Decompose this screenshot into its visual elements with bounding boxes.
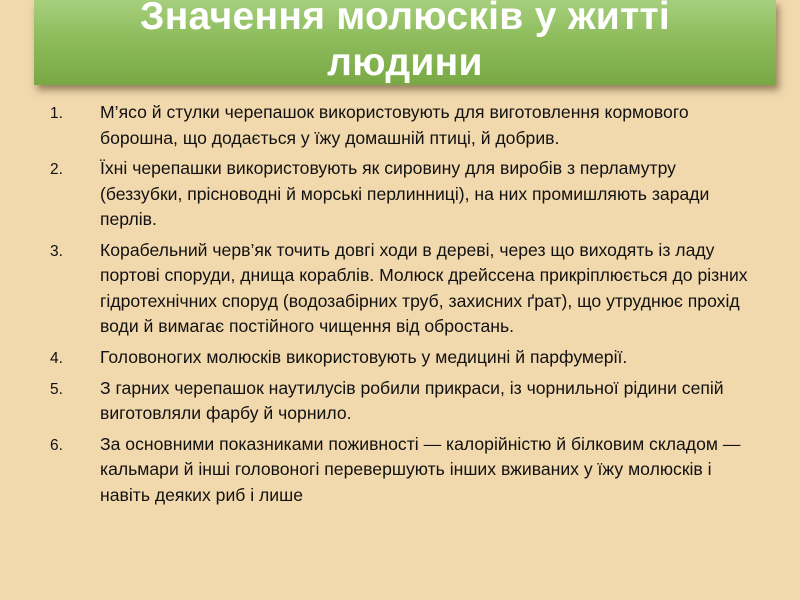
list-item-text: М’ясо й стулки черепашок використовують для виготовлення кормового борошна, що додається у їжу домашній птиці, й добрив. <box>100 102 689 148</box>
list-item <box>50 238 756 340</box>
list-item <box>50 100 756 151</box>
list-item-number: 6. <box>50 436 63 454</box>
list-item <box>50 156 756 233</box>
list-item <box>50 376 756 427</box>
list-item <box>50 345 756 371</box>
list-item-number: 5. <box>50 380 63 398</box>
numbered-list <box>50 100 756 600</box>
list-item-number: 2. <box>50 161 63 178</box>
list-item-text: Корабельний черв’як точить довгі ходи в дереві, через що виходять із ладу портові споруди, днища кораблів. Молюск дрейссена прикріплюється до різних гідротехнічних споруд (водозабірних труб, захисних ґрат), що утруднює прохід води й вимагає постійного чищення від обростань. <box>100 239 748 336</box>
list-item-text: Їхні черепашки використовують як сировину для виробів з перламутру (беззубки, прісноводні й морські перлинниці), на них промишляють заради перлів. <box>100 158 710 229</box>
list-item-number: 1. <box>50 105 63 122</box>
list-item-text: За основними показниками поживності — калорійністю й білковим складом — кальмари й інші головоногі перевершують інших вживаних у їжу молюсків і навіть деяких риб і лише <box>100 433 741 505</box>
slide-title: Значення молюсків у житті людини <box>139 0 671 84</box>
list-item-number: 4. <box>50 349 63 367</box>
title-banner <box>34 0 776 85</box>
list-item <box>50 432 756 509</box>
list-item-text: Головоногих молюсків використовують у медицині й парфумерії. <box>100 346 628 367</box>
list-item-text: З гарних черепашок наутилусів робили прикраси, із чорнильної рідини сепій виготовляли фарбу й чорнило. <box>100 377 724 423</box>
list-item-number: 3. <box>50 242 63 260</box>
